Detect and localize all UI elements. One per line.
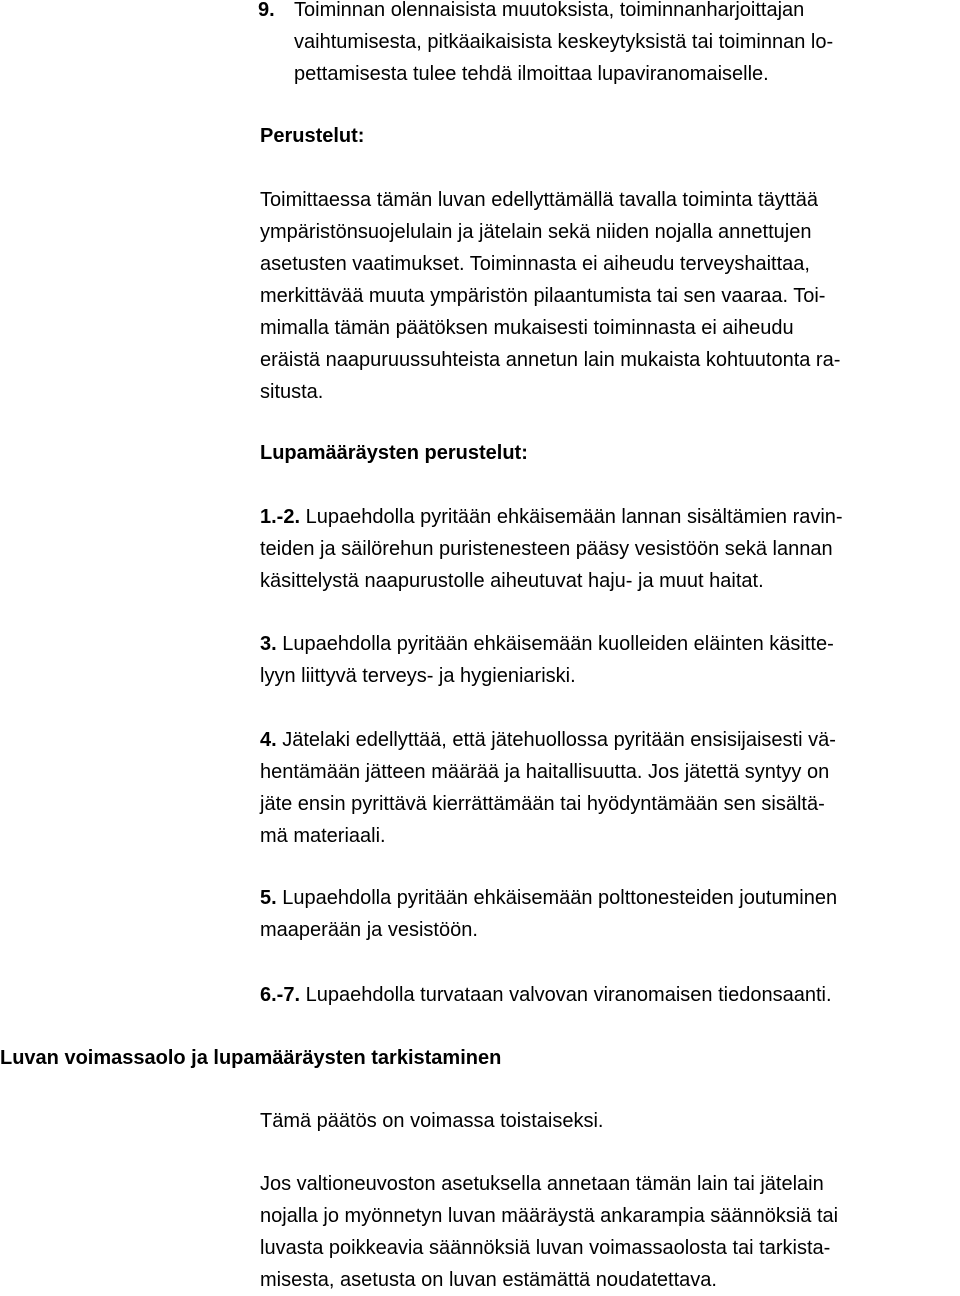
perustelu-item-1-2-number: 1.-2. xyxy=(260,506,301,528)
item-9-line-1: Toiminnan olennaisista muutoksista, toiminnanharjoittajan xyxy=(294,0,805,21)
perustelu-item-1-2-text: Lupaehdolla pyritään ehkäisemään lannan sisältämien ravin- xyxy=(300,506,843,528)
perustelu-item-3-number: 3. xyxy=(260,633,277,655)
voimassaolo-heading: Luvan voimassaolo ja lupamääräysten tarkistaminen xyxy=(0,1047,502,1069)
perustelu-item-3 xyxy=(260,628,954,692)
perustelut-line-7: situsta. xyxy=(260,381,324,403)
perustelut-line-4: merkittävää muuta ympäristön pilaantumista tai sen vaaraa. Toi- xyxy=(260,285,826,307)
perustelut-line-6: eräistä naapuruussuhteista annetun lain mukaista kohtuutonta ra- xyxy=(260,349,841,371)
perustelu-item-4 xyxy=(260,724,954,852)
perustelu-item-6-7 xyxy=(260,979,954,1011)
item-9-line-2: vaihtumisesta, pitkäaikaisista keskeytyksistä tai toiminnan lo- xyxy=(294,31,834,53)
voimassaolo-p2-line-2: nojalla jo myönnetyn luvan määräystä ankarampia säännöksiä tai xyxy=(260,1205,839,1227)
perustelu-item-5-number: 5. xyxy=(260,887,277,909)
perustelu-item-1-2 xyxy=(260,501,954,597)
perustelut-line-3: asetusten vaatimukset. Toiminnasta ei aiheudu terveyshaittaa, xyxy=(260,253,810,275)
perustelut-line-1: Toimittaessa tämän luvan edellyttämällä tavalla toiminta täyttää xyxy=(260,189,819,211)
perustelut-line-5: mimalla tämän päätöksen mukaisesti toiminnasta ei aiheudu xyxy=(260,317,794,339)
perustelu-item-4-text: Jätelaki edellyttää, että jätehuollossa pyritään ensisijaisesti vä- xyxy=(276,729,836,751)
voimassaolo-paragraph-2 xyxy=(260,1168,954,1296)
perustelu-item-6-7-text: Lupaehdolla turvataan valvovan viranomaisen tiedonsaanti. xyxy=(300,984,832,1006)
perustelu-item-6-7-number: 6.-7. xyxy=(260,984,301,1006)
voimassaolo-paragraph-1: Tämä päätös on voimassa toistaiseksi. xyxy=(260,1110,604,1132)
lupamaaraysten-perustelut-heading: Lupamääräysten perustelut: xyxy=(260,442,528,464)
perustelu-item-4-line-3: jäte ensin pyrittävä kierrättämään tai hyödyntämään sen sisältä- xyxy=(260,793,825,815)
voimassaolo-p2-line-3: luvasta poikkeavia säännöksiä luvan voimassaolosta tai tarkista- xyxy=(260,1237,831,1259)
perustelu-item-3-text: Lupaehdolla pyritään ehkäisemään kuolleiden eläinten käsitte- xyxy=(276,633,834,655)
perustelu-item-3-line-2: lyyn liittyvä terveys- ja hygieniariski. xyxy=(260,665,576,687)
item-9-line-3: pettamisesta tulee tehdä ilmoittaa lupaviranomaiselle. xyxy=(294,63,769,85)
perustelu-item-4-number: 4. xyxy=(260,729,277,751)
voimassaolo-p2-line-1: Jos valtioneuvoston asetuksella annetaan tämän lain tai jätelain xyxy=(260,1173,824,1195)
perustelu-item-5-text: Lupaehdolla pyritään ehkäisemään polttonesteiden joutuminen xyxy=(276,887,838,909)
perustelu-item-5-line-2: maaperään ja vesistöön. xyxy=(260,919,478,941)
perustelut-line-2: ympäristönsuojelulain ja jätelain sekä niiden nojalla annettujen xyxy=(260,221,812,243)
perustelu-item-1-2-line-2: teiden ja säilörehun puristenesteen pääsy vesistöön sekä lannan xyxy=(260,538,833,560)
perustelu-item-5 xyxy=(260,882,954,946)
perustelu-item-4-line-4: mä materiaali. xyxy=(260,825,386,847)
item-9 xyxy=(260,0,954,90)
item-9-number: 9. xyxy=(258,0,275,21)
perustelu-item-1-2-line-3: käsittelystä naapurustolle aiheutuvat haju- ja muut haitat. xyxy=(260,570,764,592)
perustelu-item-4-line-2: hentämään jätteen määrää ja haitallisuutta. Jos jätettä syntyy on xyxy=(260,761,830,783)
voimassaolo-p2-line-4: misesta, asetusta on luvan estämättä noudatettava. xyxy=(260,1269,717,1291)
perustelut-paragraph xyxy=(260,184,954,408)
perustelut-heading: Perustelut: xyxy=(260,125,365,147)
